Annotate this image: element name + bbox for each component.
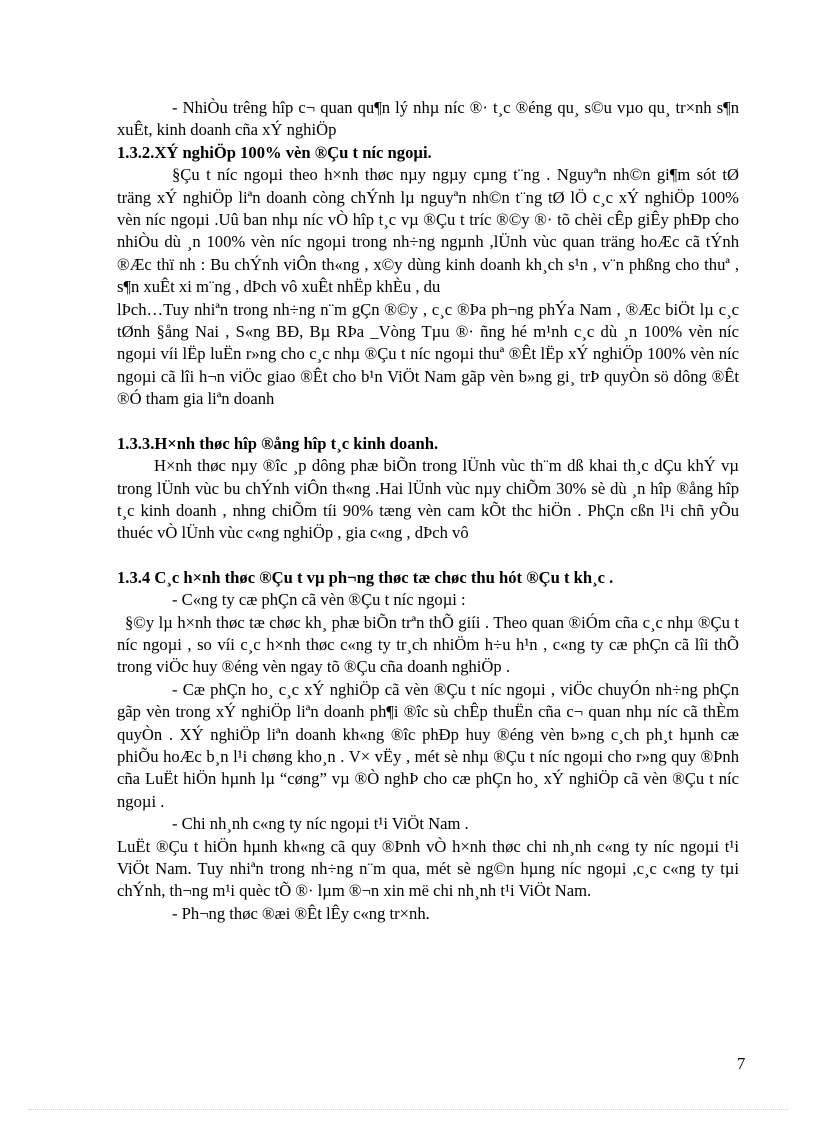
paragraph-equitization: - Cæ phÇn ho¸ c¸c xÝ nghiÖp cã vèn ®Çu t níc ngoµi , viÖc chuyÓn nh÷ng phÇn gãp vèn trong xÝ nghiÖp liªn doanh ph¶i ®îc sù chÊp thuËn cña c¬ quan nhµ níc cã thÈm quyÒn . XÝ nghiÖp liªn doanh kh«ng ®îc phÐp huy ®éng vèn b»ng c¸ch ph¸t hµnh cæ phiÕu hoÆc b¸n l¹i chøng kho¸n . V× vËy , mét sè nhµ ®Çu t níc ngoµi cho r»ng quy ®Þnh cña LuËt hiÖn hµnh lµ “cøng” vµ ®Ò nghÞ cho cæ phÇn ho¸ xÝ nghiÖp cã vèn ®Çu t níc ngoµi . xyxy=(117,679,739,811)
paragraph-branch-intro: - Chi nh¸nh c«ng ty níc ngoµi t¹i ViÖt Nam . xyxy=(172,814,469,834)
paragraph-bcc-contract: H×nh thøc nµy ®îc ¸p dông phæ biÕn trong lÜnh vùc th¨m dß khai th¸c dÇu khÝ vµ trong lÜnh vùc bu chÝnh viÔn th«ng .Hai lÜnh vùc nµy chiÕm 30% sè dù ¸n hîp ®ång hîp t¸c kinh doanh , nhng chiÕm tíi 90% tæng vèn cam kÕt thc hiÖn . PhÇn cßn l¹i chñ yÕu thuéc vÒ lÜnh vùc c«ng nghiÖp , gia c«ng , dÞch vô xyxy=(117,456,739,543)
page-body xyxy=(117,97,739,925)
spacer xyxy=(117,545,739,567)
heading-1-3-3: 1.3.3.H×nh thøc hîp ®ång hîp t¸c kinh doanh. xyxy=(117,433,439,453)
page-bottom-divider xyxy=(28,1109,788,1110)
paragraph-southern-provinces: lÞch…Tuy nhiªn trong nh÷ng n¨m gÇn ®©y , c¸c ®Þa ph¬ng phÝa Nam , ®Æc biÖt lµ c¸c tØnh §ång Nai , S«ng BÐ, Bµ RÞa _Vòng Tµu ®· ñng hé m¹nh c¸c dù ¸n 100% vèn níc ngoµi víi lËp luËn r»ng cho c¸c nhµ ®Çu t níc ngoµi thuª ®Êt lËp xÝ nghiÖp 100% vèn níc ngoµi cã lîi h¬n viÖc giao ®Êt cho b¹n ViÖt Nam gãp vèn b»ng gi¸ trÞ quyÒn sö dông ®Êt ®Ó tham gia liªn doanh xyxy=(117,299,739,409)
paragraph-branch-law: LuËt ®Çu t hiÖn hµnh kh«ng cã quy ®Þnh vÒ h×nh thøc chi nh¸nh c«ng ty níc ngoµi t¹i ViÖt Nam. Tuy nhiªn trong nh÷ng n¨m qua, mét sè ng©n hµng níc ngoµi ,c¸c c«ng ty tµi chÝnh, th¬ng m¹i quèc tÕ ®· lµm ®¬n xin më chi nh¸nh t¹i ViÖt Nam. xyxy=(117,836,739,901)
paragraph-joint-stock-description: §©y lµ h×nh thøc tæ chøc kh¸ phæ biÕn trªn thÕ giíi . Theo quan ®iÓm cña c¸c nhµ ®Çu t níc ngoµi , so víi c¸c h×nh thøc c«ng ty tr¸ch nhiÖm h÷u h¹n , c«ng ty cæ phÇn cã lîi thÕ trong viÖc huy ®éng vèn ngay tõ ®Çu cña doanh nghiÖp . xyxy=(117,612,739,677)
paragraph-joint-stock-intro: - C«ng ty cæ phÇn cã vèn ®Çu t níc ngoµi : xyxy=(172,590,466,610)
paragraph-admin-interference: - NhiÒu trêng hîp c¬ quan qu¶n lý nhµ níc ®· t¸c ®éng qu¸ s©u vµo qu¸ tr×nh s¶n xuÊt, kinh doanh cña xÝ nghiÖp xyxy=(117,98,739,140)
page-number: 7 xyxy=(737,1054,746,1073)
spacer xyxy=(117,411,739,433)
paragraph-100-percent-foreign: §Çu t níc ngoµi theo h×nh thøc nµy ngµy cµng t¨ng . Nguyªn nh©n gi¶m sót tØ träng xÝ nghiÖp liªn doanh còng chÝnh lµ nguyªn nh©n t¨ng tØ lÖ c¸c xÝ nghiÖp 100% vèn níc ngoµi .Uû ban nhµ níc vÒ hîp t¸c vµ ®Çu t tríc ®©y ®· tõ chèi cÊp giÊy phÐp cho nhiÒu dù ¸n 100% vèn níc ngoµi trong nh÷ng ngµnh ,lÜnh vùc quan träng hoÆc cã tÝnh ®Æc thï nh : Bu chÝnh viÔn th«ng , x©y dùng kinh doanh kh¸ch s¹n , v¨n phßng cho thuª , s¶n xuÊt xi m¨ng , dÞch vô xuÊt nhËp khÈu , du xyxy=(117,165,739,297)
paragraph-land-for-works: - Ph¬ng thøc ®æi ®Êt lÊy c«ng tr×nh. xyxy=(172,903,430,923)
heading-1-3-2: 1.3.2.XÝ nghiÖp 100% vèn ®Çu t níc ngoµi. xyxy=(117,142,432,162)
heading-1-3-4: 1.3.4 C¸c h×nh thøc ®Çu t vµ ph¬ng thøc tæ chøc thu hót ®Çu t kh¸c . xyxy=(117,567,614,587)
